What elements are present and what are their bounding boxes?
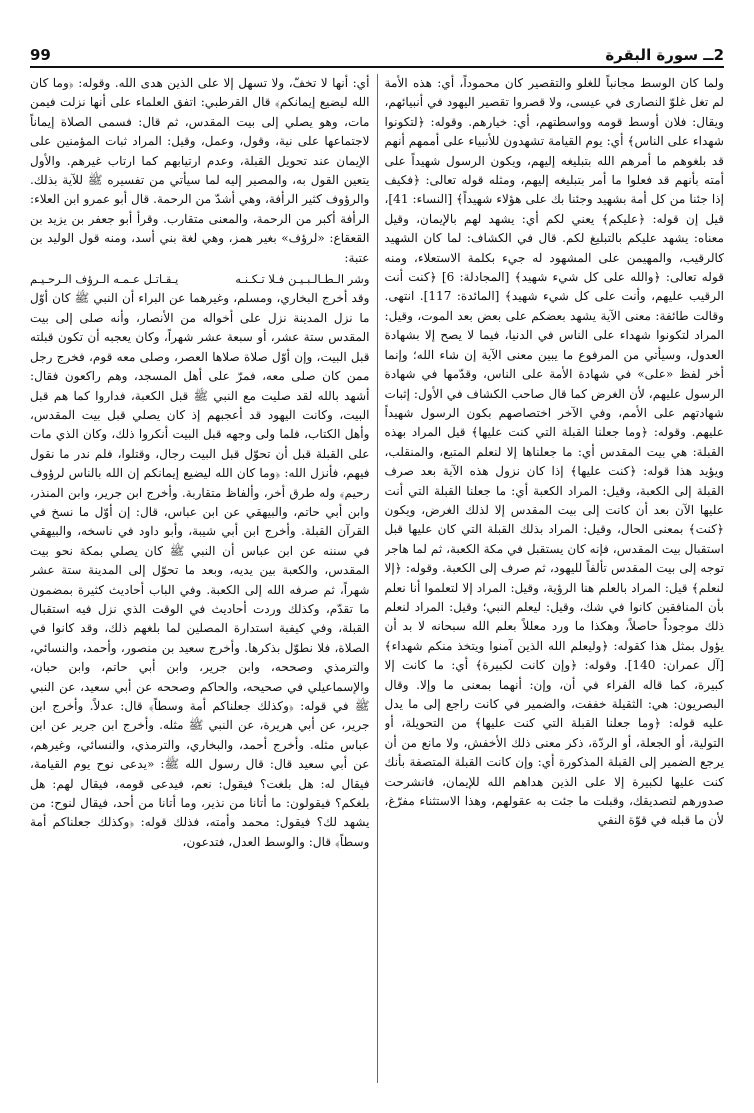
- column-divider: [377, 74, 378, 1083]
- poem-first-hemistich: وشر الـطـالـبـيـن فـلا تـكـنـه: [235, 272, 370, 287]
- poem-second-hemistich: يـقـاتـل عـمـه الـرؤف الـرحـيـم: [30, 272, 179, 287]
- body-paragraph: وقد أخرج البخاري، ومسلم، وغيرهما عن البراء أن النبي ﷺ كان أوّل ما نزل المدينة نزل على أخواله من الأنصار، وأنه صلى إلى بيت المقدس ستة عشر، أو سبعة عشر شهراً، وكان يعجبه أن تكون قبلته قبل البيت، وإن أوّل صلاة صلاها العصر، وصلى معه قوم، فخرج رجل ممن كان صلى معه، فمرّ على أهل المسجد، وهم راكعون فقال: أشهد بالله لقد صليت مع النبي ﷺ قبل الكعبة، فداروا كما هم قبل البيت، وكانت اليهود قد أعجبهم إذ كان يصلي قبل بيت المقدس، وأهل الكتاب، فلما ولى وجهه قبل البيت أنكروا ذلك، وكان الذي مات على القبلة قبل أن تحوّل قبل البيت رجال، وقتلوا، فلم ندر ما نقول فيهم، فأنزل الله: ﴿وما كان الله ليضيع إيمانكم إن الله بالناس لرؤوف رحيم﴾ وله طرق أخر، وألفاظ متقاربة. وأخرج ابن جرير، وابن المنذر، وابن أبي حاتم، والبيهقي عن ابن عباس، قال: إن أوّل ما نسخ في القرآن القبلة. وأخرج ابن أبي شيبة، وأبو داود في ناسخه، والبيهقي في سننه عن ابن عباس أن النبي ﷺ كان يصلي بمكة نحو بيت المقدس، والكعبة بين يديه، وبعد ما تحوّل إلى المدينة ستة عشر شهراً، ثم صرفه الله إلى الكعبة. وفي الباب أحاديث كثيرة بمضمون ما تقدّم، وكذلك وردت أحاديث في الوقت الذي نزل فيه استقبال القبلة، وفي كيفية استدارة المصلين لما بلغهم ذلك، وقد كانوا في الصلاة، فلا نطوّل بذكرها. وأخرج سعيد بن منصور، وأحمد، والنسائي، والترمذي وصححه، وابن جرير، وابن أبي حاتم، وابن حبان، والإسماعيلي في صحيحه، والحاكم وصححه عن أبي سعيد، عن النبي ﷺ في قوله: ﴿وكذلك جعلناكم أمة وسطاً﴾ قال: عدلاً. وأخرج ابن جرير، عن أبي هريرة، عن النبي ﷺ مثله. وأخرج ابن جرير عن ابن عباس مثله. وأخرج أحمد، والبخاري، والترمذي، والنسائي، وغيرهم، عن أبي سعيد قال: قال رسول الله ﷺ: «يدعى نوح يوم القيامة، فيقال له: هل بلغت؟ فيقول: نعم، فيدعى قومه، فيقال لهم: هل بلغكم؟ فيقولون: ما أتانا من نذير، وما أتانا من أحد، فيقال لنوح: من يشهد لك؟ فيقول: محمد وأمته، فذلك قوله: ﴿وكذلك جعلناكم أمة وسطاً﴾ قال: والوسط العدل، فتدعون،: [30, 291, 370, 849]
- header-rule: [30, 66, 724, 68]
- right-column: [385, 74, 725, 1083]
- body-paragraph: ولما كان الوسط مجانباً للغلو والتقصير كان محموداً، أي: هذه الأمة لم تغل غلوّ النصارى في عيسى، ولا قصروا تقصير اليهود في أنبيائهم، ويقال: فلان أوسط قومه وواسطتهم، أي: خيارهم. وقوله: ﴿لتكونوا شهداء على الناس﴾ أي: يوم القيامة تشهدون للأنبياء على أممهم أنهم قد بلغوهم ما أمرهم الله بتبليغه إليهم، ويكون الرسول شهيداً على أمته بأنهم قد فعلوا ما أمر بتبليغه إليهم، ومثله قوله تعالى: ﴿فكيف إذا جئنا من كل أمة بشهيد وجئنا بك على هؤلاء شهيداً﴾ [النساء: 41]، قيل إن قوله: ﴿عليكم﴾ يعني لكم أي: يشهد لهم بالإيمان، وقيل معناه: يشهد عليكم بالتبليغ لكم. قال في الكشاف: لما كان الشهيد كالرقيب، والمهيمن على المشهود له جيء بكلمة الاستعلاء، ومنه قوله تعالى: ﴿والله على كل شيء شهيد﴾ [المجادلة: 6] ﴿كنت أنت الرقيب عليهم، وأنت على كل شيء شهيد﴾ [المائدة: 117]. انتهى. وقالت طائفة: معنى الآية يشهد بعضكم على بعض بعد الموت، وقيل: المراد لتكونوا شهداء على الناس في الدنيا، فيما لا يصح إلا بشهادة العدول، وسيأتي من المرفوع ما يبين معنى الآية إن شاء الله؛ وإنما أخر لفظ «على» في شهادة الأمة على الناس، وقدّمها في شهادة الرسول عليهم، لأن الغرض كما قال صاحب الكشاف في الأول: إثبات شهادتهم على الأمم، وفي الآخر اختصاصهم بكون الرسول شهيداً عليهم. وقوله: ﴿وما جعلنا القبلة التي كنت عليها﴾ قيل المراد بهذه القبلة: هي بيت المقدس أي: ما جعلناها إلا لنعلم المتبع، والمنقلب، ويؤيد هذا قوله: ﴿كنت عليها﴾ إذا كان نزول هذه الآية بعد صرف القبلة إلى الكعبة، وقيل: المراد الكعبة أي: ما جعلنا القبلة التي أنت عليها الآن بعد أن كانت إلى بيت المقدس إلا لذلك الغرض، ويكون ﴿كنت﴾ بمعنى الحال، وقيل: المراد بذلك القبلة التي كان عليها قبل استقبال بيت المقدس، فإنه كان يستقبل في مكة الكعبة، ثم لما هاجر توجه إلى بيت المقدس تألفاً لليهود، ثم صرف إلى الكعبة. وقوله: ﴿إلا لنعلم﴾ قيل: المراد بالعلم هنا الرؤية، وقيل: المراد إلا لتعلموا أنا نعلم بأن المنافقين كانوا في شك، وقيل: ليعلم النبي؛ وقيل: المراد لنعلم ذلك موجوداً حاصلاً، وهكذا ما ورد معللاً بعلم الله سبحانه لا بد أن يؤول بمثل هذا كقوله: ﴿وليعلم الله الذين آمنوا ويتخذ منكم شهداء﴾ [آل عمران: 140]. وقوله: ﴿وإن كانت لكبيرة﴾ أي: ما كانت إلا كبيرة، كما قاله الفراء في أن، وإن: أنهما بمعنى ما وإلا. وقال البصريون: هي: الثقيلة خففت، والضمير في كانت راجع إلى ما يدل عليه قوله: ﴿وما جعلنا القبلة التي كنت عليها﴾ من التحويلة، أو التولية، أو الجعلة، أو الردّة، ذكر معنى ذلك الأخفش، ولا مانع من أن يرجع الضمير إلى القبلة المذكورة أي: وإن كانت القبلة المتصفة بأنك كنت عليها لكبيرة إلا على الذين هداهم الله للإيمان، فانشرحت صدورهم لتصديقك، وقبلت ما جئت به عقولهم، وهذا الاستثناء مفرّغ، لأن ما قبله في قوّة النفي: [384, 76, 724, 828]
- page-number: 99: [30, 46, 51, 64]
- body-paragraph: أي: أنها لا تخفّ، ولا تسهل إلا على الذين هدى الله. وقوله: ﴿وما كان الله ليضيع إيمانكم﴾ قال القرطبي: اتفق العلماء على أنها نزلت فيمن مات، وهو يصلي إلى بيت المقدس، ثم قال: فسمى الصلاة إيماناً لاجتماعها على نية، وقول، وعمل، وقيل: المراد ثبات المؤمنين على الإيمان عند تحويل القبلة، وعدم ارتيابهم كما ارتاب غيرهم. والأول يتعين القول به، والمصير إليه لما سيأتي من تفسيره ﷺ للآية بذلك. والرؤوف كثير الرأفة، وهي أشدّ من الرحمة. قال أبو عمرو ابن العلاء: الرأفة أكبر من الرحمة، والمعنى متقارب. وقرأ أبو جعفر بن يزيد بن القعقاع: «لرؤف» بغير همز، وهي لغة بني أسد، ومنه قول الوليد بن عتبة:: [30, 76, 370, 265]
- surah-title: 2ــ سورة البقرة: [605, 46, 724, 64]
- running-header: [30, 36, 724, 64]
- poem-verse: [30, 270, 370, 289]
- text-columns: [30, 74, 724, 1083]
- left-column: [30, 74, 370, 1083]
